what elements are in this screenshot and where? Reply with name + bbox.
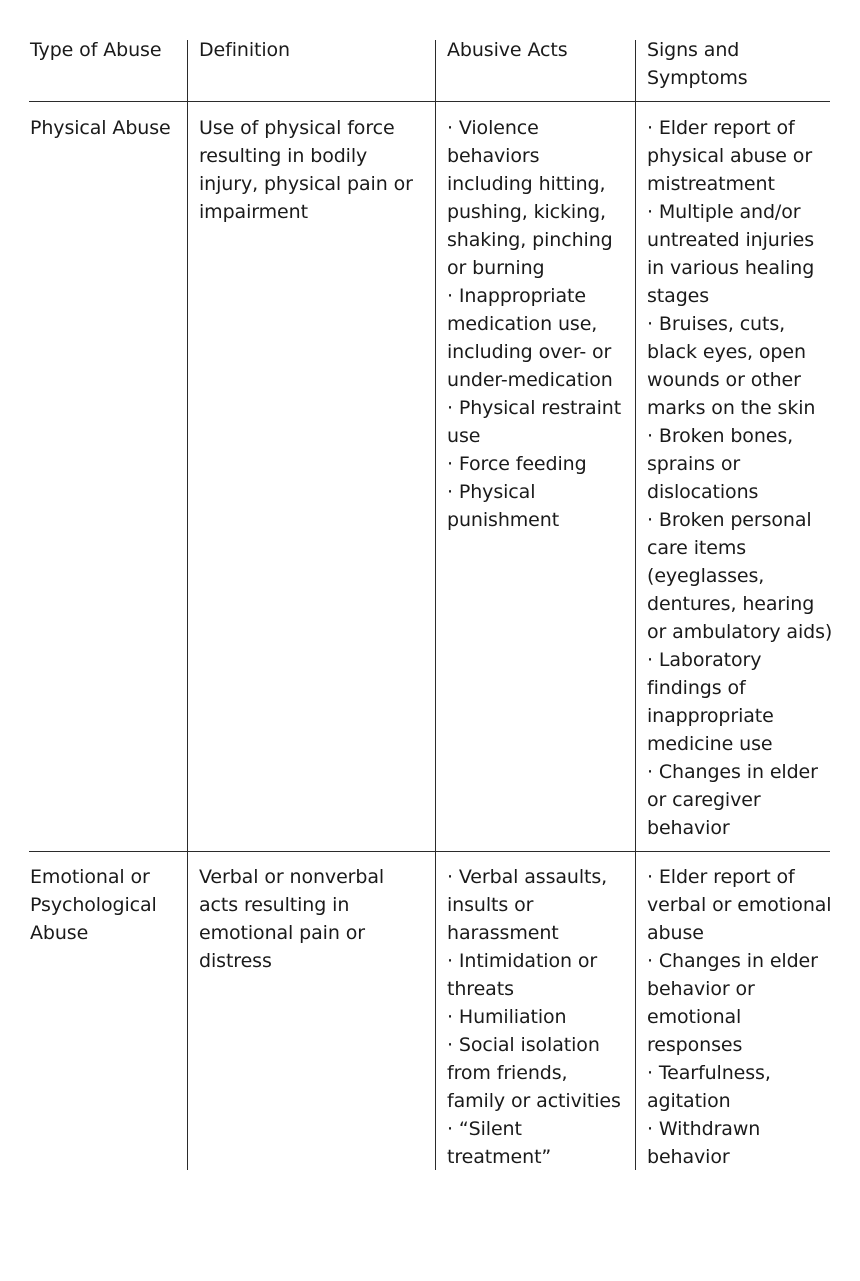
cell-text-line: physical abuse or [647,145,813,167]
row-emotional-definition [199,863,384,975]
cell-text-line: findings of [647,677,746,699]
cell-text-line: · Physical restraint [447,397,622,419]
row-physical-type [30,114,171,142]
cell-text-line: injury, physical pain or [199,173,413,195]
cell-text-line: · Changes in elder [647,950,818,972]
cell-text-line: · Broken bones, [647,425,794,447]
cell-text-line: · Bruises, cuts, [647,313,786,335]
cell-text-line: behaviors [447,145,540,167]
cell-text-line: (eyeglasses, [647,565,765,587]
cell-text-line: stages [647,285,710,307]
cell-text-line: punishment [447,509,560,531]
cell-text-line: · Inappropriate [447,285,586,307]
cell-text-line: Signs and [647,39,740,61]
header-definition [199,36,290,64]
cell-text-line: behavior or [647,978,755,1000]
column-divider-1 [187,40,188,1170]
cell-text-line: medication use, [447,313,598,335]
cell-text-line: · Multiple and/or [647,201,801,223]
cell-text-line: · Laboratory [647,649,762,671]
cell-text-line: pushing, kicking, [447,201,606,223]
row-physical-signs [647,114,832,842]
cell-text-line: emotional pain or [199,922,365,944]
cell-text-line: Emotional or [30,866,150,888]
cell-text-line: Use of physical force [199,117,395,139]
cell-text-line: verbal or emotional [647,894,832,916]
row-emotional-signs [647,863,831,1171]
row-physical-definition [199,114,413,226]
cell-text-line: or caregiver [647,789,761,811]
cell-text-line: from friends, [447,1062,568,1084]
row-physical-acts [447,114,621,534]
cell-text-line: · Withdrawn [647,1118,761,1140]
cell-text-line: Abusive Acts [447,39,568,61]
cell-text-line: · Verbal assaults, [447,866,608,888]
header-signs-and-symptoms [647,36,748,92]
header-divider [29,101,830,102]
cell-text-line: Type of Abuse [30,39,162,61]
cell-text-line: responses [647,1034,743,1056]
cell-text-line: · Tearfulness, [647,1062,771,1084]
cell-text-line: sprains or [647,453,741,475]
cell-text-line: Physical Abuse [30,117,171,139]
cell-text-line: including hitting, [447,173,606,195]
cell-text-line: acts resulting in [199,894,350,916]
cell-text-line: agitation [647,1090,731,1112]
cell-text-line: use [447,425,481,447]
cell-text-line: distress [199,950,272,972]
cell-text-line: threats [447,978,514,1000]
cell-text-line: abuse [647,922,704,944]
cell-text-line: Definition [199,39,291,61]
cell-text-line: · Elder report of [647,866,795,888]
cell-text-line: Psychological [30,894,157,916]
cell-text-line: inappropriate [647,705,774,727]
cell-text-line: dislocations [647,481,759,503]
header-abusive-acts [447,36,568,64]
cell-text-line: dentures, hearing [647,593,815,615]
row-emotional-type [30,863,157,947]
row-divider [29,851,830,852]
cell-text-line: harassment [447,922,559,944]
cell-text-line: resulting in bodily [199,145,368,167]
cell-text-line: insults or [447,894,534,916]
cell-text-line: Verbal or nonverbal [199,866,385,888]
cell-text-line: mistreatment [647,173,775,195]
cell-text-line: · Violence [447,117,539,139]
cell-text-line: treatment” [447,1146,552,1168]
cell-text-line: marks on the skin [647,397,816,419]
cell-text-line: wounds or other [647,369,801,391]
cell-text-line: · Changes in elder [647,761,818,783]
cell-text-line: · Humiliation [447,1006,567,1028]
cell-text-line: or burning [447,257,545,279]
cell-text-line: care items [647,537,747,559]
cell-text-line: Abuse [30,922,89,944]
cell-text-line: impairment [199,201,308,223]
cell-text-line: behavior [647,1146,730,1168]
cell-text-line: in various healing [647,257,815,279]
column-divider-2 [435,40,436,1170]
cell-text-line: · “Silent [447,1118,522,1140]
cell-text-line: behavior [647,817,730,839]
row-emotional-acts [447,863,621,1171]
cell-text-line: black eyes, open [647,341,806,363]
cell-text-line: or ambulatory aids) [647,621,833,643]
cell-text-line: · Force feeding [447,453,587,475]
header-type-of-abuse [30,36,161,64]
cell-text-line: family or activities [447,1090,621,1112]
cell-text-line: · Elder report of [647,117,795,139]
cell-text-line: · Social isolation [447,1034,600,1056]
column-divider-3 [635,40,636,1170]
cell-text-line: · Intimidation or [447,950,598,972]
cell-text-line: Symptoms [647,67,748,89]
cell-text-line: under-medication [447,369,613,391]
cell-text-line: · Broken personal [647,509,812,531]
cell-text-line: including over- or [447,341,612,363]
cell-text-line: medicine use [647,733,773,755]
cell-text-line: untreated injuries [647,229,815,251]
cell-text-line: · Physical [447,481,536,503]
cell-text-line: emotional [647,1006,742,1028]
cell-text-line: shaking, pinching [447,229,613,251]
